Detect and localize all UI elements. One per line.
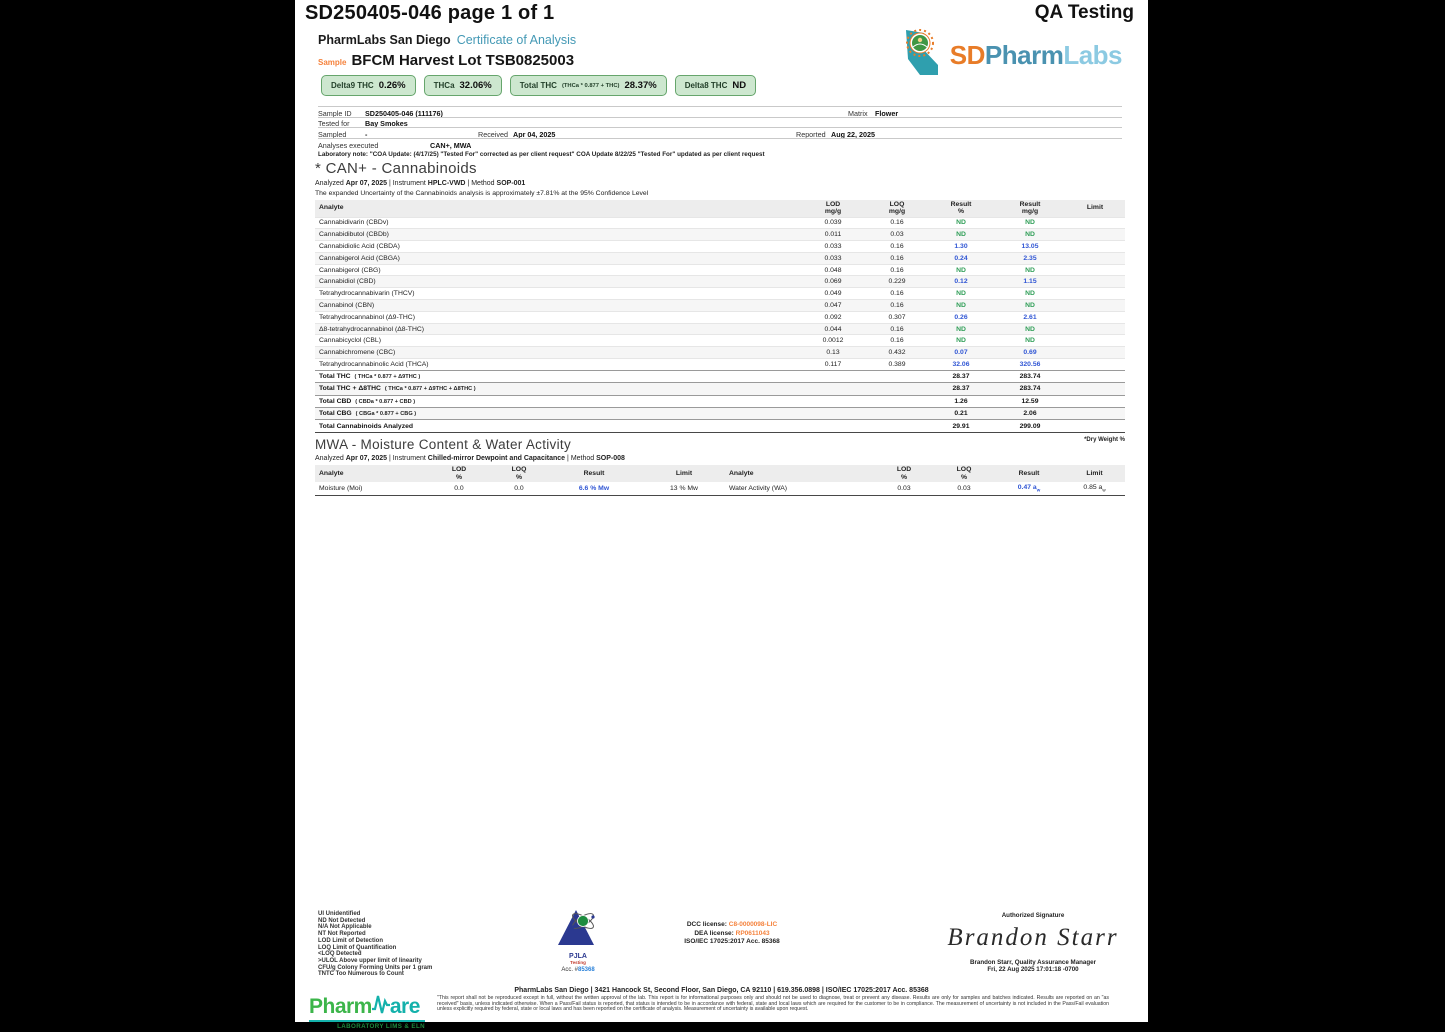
totals-row [315,419,1125,432]
pill-value: 32.06% [459,80,492,91]
col-loq: LOQ mg/g [888,200,906,215]
totals-row [315,395,1125,407]
received-label: Received [478,129,508,139]
total-mg-value: 12.59 [1021,397,1039,405]
analyte-name: Cannabidivarin (CBDv) [319,219,389,227]
pill-label: Total THC [519,81,557,90]
result-mg-value: ND [1025,219,1035,227]
licenses-block [647,921,817,947]
table-row [315,311,1125,323]
sample-info-table [318,106,1122,149]
cannabinoids-rows [315,217,1125,370]
cannabinoids-table [315,200,1125,433]
abbreviation-legend [318,911,432,978]
lod-value: 0.0012 [822,337,844,345]
separator: | [567,455,569,462]
lod-value: 0.069 [824,278,842,286]
dea-license: DEA license: RP0611043 [694,929,770,937]
pulse-icon [372,992,390,1019]
loq-value: 0.16 [890,337,904,345]
lod-value: 0.033 [824,242,842,250]
total-mg-value: 283.74 [1019,385,1041,393]
laboratory-note: Laboratory note: "COA Update: (4/17/25) "Tested For" corrected as per client request" COA Update 8/22/25 "Tested For" updated as per client request [318,151,765,158]
received-value: Apr 04, 2025 [513,129,556,139]
brand-pharm: Pharm [984,40,1064,70]
pharmware-tagline: LABORATORY LIMS & ELN [337,1023,425,1030]
info-row-sample-id [318,106,1122,117]
pill-label: THCa [433,81,455,90]
coa-label: Certificate of Analysis [456,33,577,47]
loq-value: 0.432 [888,349,906,357]
doc-title: SD250405-046 page 1 of 1 [305,1,555,24]
lod-value: 0.092 [824,313,842,321]
signature-title: Authorized Signature [1001,912,1065,919]
analyses-value: CAN+, MWA [430,140,472,150]
table-row [315,228,1125,240]
col-limit: Limit [675,469,693,477]
total-name [315,423,799,430]
table-row [315,217,1125,229]
analyte-name: Cannabicyclol (CBL) [319,337,381,345]
loq-value: 0.16 [890,290,904,298]
limit-value: 0.85 $a_w$ [1083,484,1106,493]
table-row [315,240,1125,252]
lab-title-line [318,33,576,47]
col-analyte: Analyte [319,204,344,212]
lab-name: PharmLabs San Diego [318,33,451,47]
result-pct-value: 0.12 [954,278,968,286]
qa-testing-label: QA Testing [1034,2,1134,23]
total-label: Total THC [319,373,351,381]
lod-value: 0.011 [824,231,842,239]
summary-pill [424,75,502,96]
california-map-icon [900,28,946,83]
result-mg-value: ND [1025,290,1035,298]
pill-value: 0.26% [378,80,406,91]
total-name [315,398,799,405]
sample-label: Sample [318,58,347,67]
result-pct-value: 32.06 [952,360,970,368]
analyzed-date: Apr 07, 2025 [345,180,387,187]
result-pct-value: ND [956,266,966,274]
lod-value: 0.048 [824,266,842,274]
result-pct-value: 1.30 [954,242,968,250]
separator: | [388,180,391,187]
total-formula: ( CBGa * 0.877 + CBG ) [355,411,417,418]
result-pct-value: ND [956,219,966,227]
analyte-name: Tetrahydrocannabinolic Acid (THCA) [319,360,429,368]
sample-id-value: SD250405-046 (111176) [365,108,443,118]
legend-item: >ULOL Above upper limit of linearity [318,957,422,964]
total-formula: ( THCa * 0.877 + Δ9THC ) [354,374,421,381]
result-value: 0.47 $a_w$ [1017,484,1041,493]
info-row-tested-for [318,117,1122,128]
result-mg-value: 2.35 [1023,254,1037,262]
result-pct-value: ND [956,325,966,333]
summary-pill [675,75,756,96]
col-result: Result [1018,469,1040,477]
signer-name: Brandon Starr, Quality Assurance Manager [970,959,1096,966]
pharmware-wordmark [309,992,425,1022]
lod-value: 0.047 [824,301,842,309]
loq-value: 0.16 [890,301,904,309]
pjla-sub: Testing [570,960,586,965]
summary-pill [510,75,667,96]
analyte-name: Cannabinol (CBN) [319,301,375,309]
totals-row [315,370,1125,382]
lod-value: 0.117 [824,360,842,368]
total-pct-value: 0.21 [954,410,968,418]
total-formula: ( CBDa * 0.877 + CBD ) [355,398,416,405]
result-mg-value: ND [1025,266,1035,274]
col-analyte: Analyte [729,469,754,477]
total-label: Total CBG [319,410,352,418]
loq-value: 0.16 [890,254,904,262]
result-pct-value: ND [956,337,966,345]
pill-value: 28.37% [624,80,657,91]
table-row [315,287,1125,299]
analyzed-label: Analyzed [315,180,344,187]
sdpharmlabs-logo [900,28,1122,83]
total-formula: ( THCa * 0.877 + Δ9THC + Δ8THC ) [384,386,476,393]
reported-label: Reported [796,129,826,139]
loq-value: 0.229 [888,278,906,286]
signature-date: Fri, 22 Aug 2025 17:01:18 -0700 [987,966,1079,973]
footer-disclaimer: "This report shall not be reproduced except in full, without the written approval of the lab. This report is for informational purposes only and should not be used to diagnose, treat or prevent any disease. Results are only for samples and batches indicated. Results are reported on an "as received" basis, unless indicated otherwise. When a Pass/Fail status is reported, that status is intended to be in accordance with federal, state and local laws which are required for the customer to be in compliance. The measurement of uncertainty is not included in the Pass/Fail evaluation unless explicitly required by federal, state or local laws and has been reported on the certificate of analysis. Measurement of uncertainty is available upon request. [437,995,1109,1013]
instrument-label: Instrument [392,180,426,187]
result-mg-value: ND [1025,337,1035,345]
cannabinoids-title: * CAN+ - Cannabinoids [315,160,477,177]
dcc-license: DCC license: C8-0000098-LIC [686,921,778,928]
result-mg-value: ND [1025,231,1035,239]
col-lod: LOD % [451,466,467,481]
pill-formula: (THCa * 0.877 + THC) [561,82,620,89]
analyte-name: Tetrahydrocannabivarin (THCV) [319,290,415,298]
lod-value: 0.03 [897,485,911,492]
legend-item: N/A Not Applicable [318,924,372,931]
sample-line [318,52,574,69]
lod-value: 0.13 [826,349,840,357]
mwa-table-header [315,465,1125,482]
lod-value: 0.044 [824,325,842,333]
total-pct-value: 1.26 [954,397,968,405]
analyte-name: Moisture (Moi) [319,485,363,492]
legend-item: LOD Limit of Detection [318,937,383,944]
result-value: 6.6 % Mw [578,485,610,492]
instrument-label: Instrument [392,455,426,462]
table-row [315,252,1125,264]
cannabinoids-section [315,160,1125,443]
method-label: Method [471,180,495,187]
col-result-pct: Result % [950,200,972,215]
analyte-name: Cannabidibutol (CBDb) [319,231,389,239]
loq-value: 0.16 [890,219,904,227]
analyte-name: Cannabichromene (CBC) [319,349,396,357]
legend-item: NT Not Reported [318,931,366,938]
separator: | [467,180,470,187]
total-name [315,410,799,417]
loq-value: 0.307 [888,313,906,321]
instrument-value: Chilled-mirror Dewpoint and Capacitance [427,455,566,462]
col-analyte: Analyte [319,469,344,477]
tested-for-label: Tested for [318,119,350,129]
summary-pills [321,75,756,96]
totals-row [315,407,1125,419]
method-value: SOP-008 [596,455,625,462]
total-pct-value: 29.91 [952,422,970,430]
loq-value: 0.0 [514,485,524,492]
sample-name: BFCM Harvest Lot TSB0825003 [351,52,575,69]
method-value: SOP-001 [496,180,526,187]
document-header [305,0,1134,26]
total-name [315,373,799,380]
totals-row [315,382,1125,394]
lod-value: 0.0 [454,485,464,492]
cannabinoids-meta [315,180,1125,187]
loq-value: 0.16 [890,266,904,274]
dry-weight-note: *Dry Weight % [1084,436,1125,443]
analyte-name: Δ8-tetrahydrocannabinol (Δ8-THC) [319,325,425,333]
col-loq: LOQ % [511,466,527,481]
total-name [315,385,799,392]
result-pct-value: 0.24 [954,254,968,262]
analyte-name: Cannabidiol (CBD) [319,278,376,286]
legend-item: CFU/g Colony Forming Units per 1 gram [318,964,433,971]
loq-value: 0.03 [957,485,971,492]
table-row [315,264,1125,276]
table-row [315,323,1125,335]
loq-value: 0.16 [890,325,904,333]
pjla-triangle-atom-icon [554,934,602,951]
pjla-logo [543,907,613,973]
iso-accreditation-line: ISO/IEC 17025:2017 Acc. 85368 [684,938,780,946]
analyses-label: Analyses executed [318,140,379,150]
total-label: Total Cannabinoids Analyzed [319,422,414,430]
legend-item: <LOQ Detected [318,951,362,958]
pharmware-ware: are [389,995,420,1018]
analyte-name: Water Activity (WA) [729,485,788,492]
analyte-name: Cannabigerol Acid (CBGA) [319,254,400,262]
total-label: Total CBD [319,397,352,405]
brand-sd: SD [949,40,985,70]
brand-labs: Labs [1063,40,1122,70]
col-lod: LOD % [896,466,912,481]
lod-value: 0.033 [824,254,842,262]
loq-value: 0.389 [888,360,906,368]
analyte-name: Cannabigerol (CBG) [319,266,381,274]
signature-block [933,912,1133,973]
total-mg-value: 283.74 [1019,373,1041,381]
result-pct-value: ND [956,290,966,298]
total-mg-value: 299.09 [1019,422,1041,430]
method-label: Method [570,455,595,462]
sample-id-label: Sample ID [318,108,352,118]
lod-value: 0.049 [824,290,842,298]
instrument-value: HPLC-VWD [427,180,466,187]
tested-for-value: Bay Smokes [365,119,408,129]
reported-value: Aug 22, 2025 [831,129,875,139]
table-row [315,358,1125,370]
pjla-name: PJLA [569,953,587,960]
accreditation-number: Acc. #85368 [561,967,595,973]
result-mg-value: 320.56 [1019,360,1041,368]
result-mg-value: 13.05 [1021,242,1039,250]
table-row [315,299,1125,311]
pharmware-logo [309,992,425,1030]
summary-pill [321,75,416,96]
legend-item: UI Unidentified [318,911,361,917]
matrix-label: Matrix [848,108,868,118]
pill-label: Delta8 THC [684,81,728,90]
result-pct-value: 0.07 [954,349,968,357]
legend-item: LOQ Limit of Quantification [318,944,397,951]
analyzed-label: Analyzed [315,455,344,462]
result-mg-value: 2.61 [1023,313,1037,321]
pill-label: Delta9 THC [331,81,374,90]
result-mg-value: 1.15 [1023,278,1037,286]
coa-document [295,0,1148,1030]
col-result-mg: Result mg/g [1019,200,1041,215]
result-pct-value: 0.26 [954,313,968,321]
separator: | [388,455,391,462]
table-row [315,346,1125,358]
limit-value: 13 % Mw [670,485,698,492]
table-row [315,334,1125,346]
col-result: Result [583,469,605,477]
analyte-name: Tetrahydrocannabinol (Δ9-THC) [319,313,415,321]
matrix-value: Flower [875,108,899,118]
loq-value: 0.03 [890,231,904,239]
brand-wordmark [950,40,1122,71]
result-pct-value: ND [956,231,966,239]
col-limit: Limit [1086,204,1104,212]
lod-value: 0.039 [824,219,842,227]
col-lod: LOD mg/g [824,200,842,215]
cannabinoids-table-header [315,200,1125,217]
footer-address: PharmLabs San Diego | 3421 Hancock St, Second Floor, San Diego, CA 92110 | 619.356.0898 | ISO/IEC 17025:2017 Acc. 85368 [514,987,929,994]
mwa-row [315,482,1125,496]
table-row [315,275,1125,287]
sampled-value: - [365,129,368,139]
mwa-meta [315,455,1125,462]
total-label: Total THC + Δ8THC [319,385,381,393]
sampled-label: Sampled [318,129,347,139]
cannabinoids-totals [315,370,1125,433]
info-row-dates [318,127,1122,138]
loq-value: 0.16 [890,242,904,250]
total-mg-value: 2.06 [1023,410,1037,418]
total-pct-value: 28.37 [952,385,970,393]
analyte-name: Cannabidiolic Acid (CBDA) [319,242,400,250]
signature-script: Brandon Starr [947,924,1119,951]
mwa-title: MWA - Moisture Content & Water Activity [315,437,572,452]
uncertainty-note: The expanded Uncertainty of the Cannabinoids analysis is approximately ±7.81% at the 95% Confidence Level [315,189,649,197]
pill-value: ND [732,80,747,91]
col-loq: LOQ % [956,466,972,481]
legend-item: TNTC Too Numerous to Count [318,971,404,978]
total-pct-value: 28.37 [952,373,970,381]
result-mg-value: 0.69 [1023,349,1037,357]
pharmware-pharm: Pharm [309,995,372,1018]
result-mg-value: ND [1025,301,1035,309]
info-row-analyses [318,138,1122,149]
analyzed-date: Apr 07, 2025 [345,455,387,462]
result-mg-value: ND [1025,325,1035,333]
mwa-section [315,437,1125,496]
result-pct-value: ND [956,301,966,309]
col-limit: Limit [1086,469,1103,477]
legend-item: ND Not Detected [318,917,366,924]
